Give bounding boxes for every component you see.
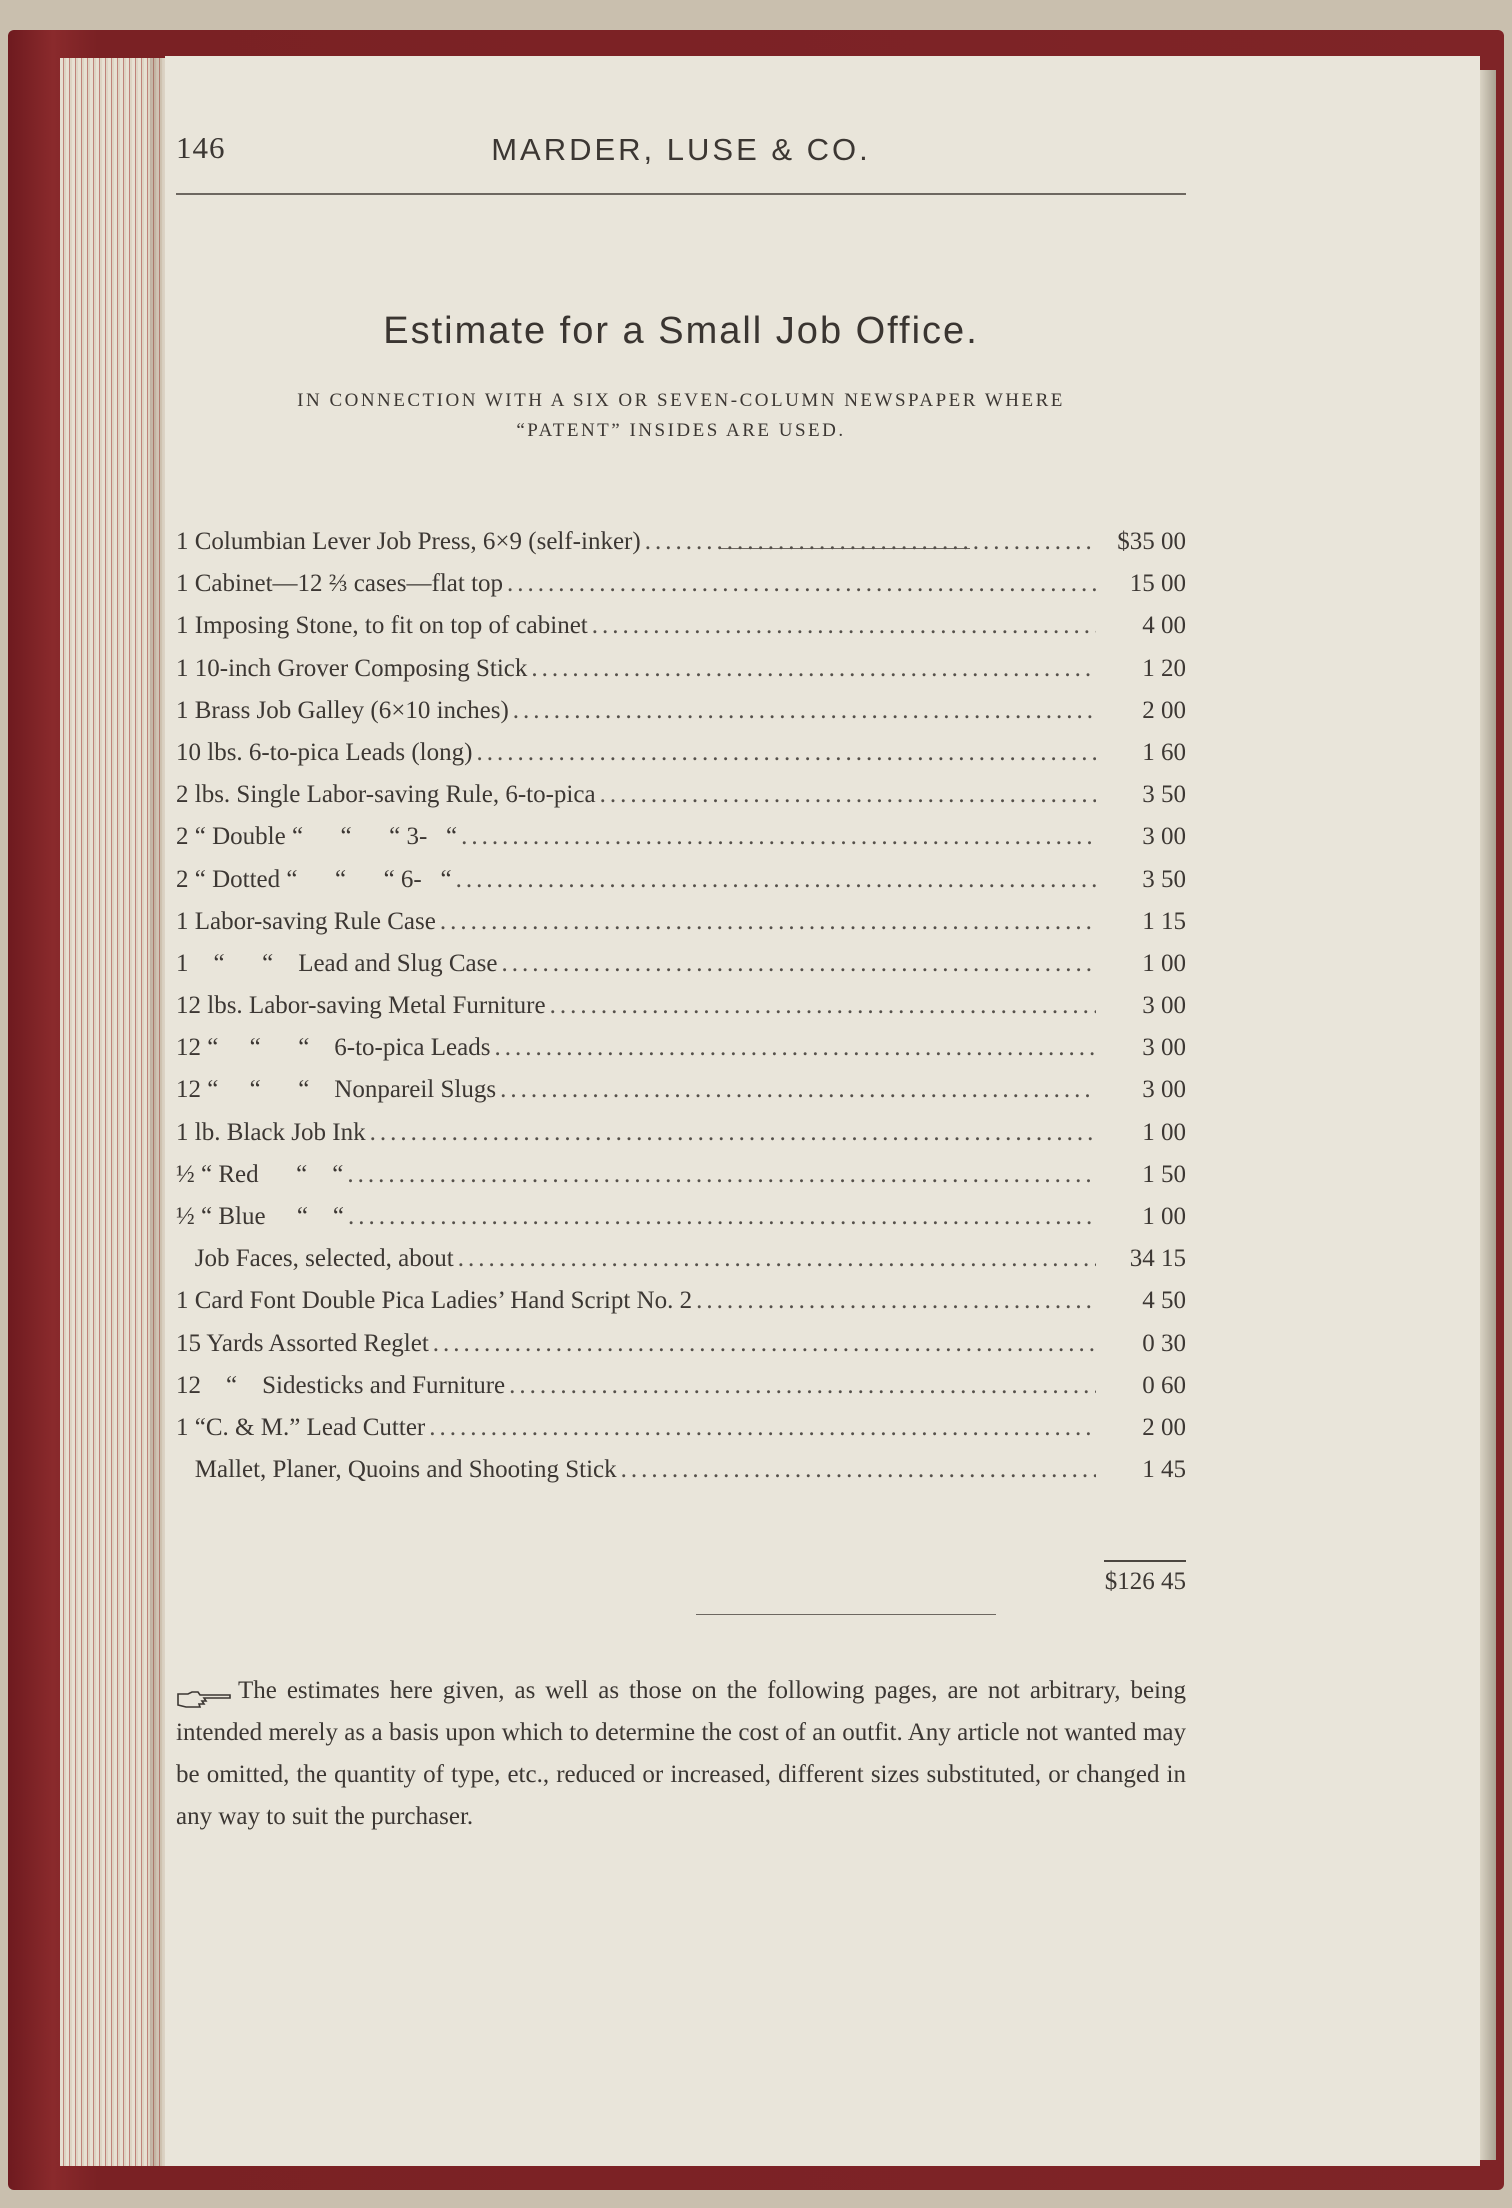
dot-leader [440, 908, 1096, 936]
item-description: 2 lbs. Single Labor-saving Rule, 6-to-pica [176, 781, 596, 809]
estimate-item [176, 655, 1186, 697]
dot-leader [456, 866, 1096, 894]
item-price: $35 00 [1117, 528, 1186, 555]
dot-leader [513, 697, 1096, 725]
sum-rule [1104, 1560, 1186, 1562]
dot-leader [500, 1076, 1096, 1104]
estimate-item [176, 697, 1186, 739]
estimate-item [176, 1372, 1186, 1414]
item-description: Job Faces, selected, about [176, 1245, 454, 1273]
item-description: 15 Yards Assorted Reglet [176, 1329, 429, 1357]
dot-leader [494, 1034, 1096, 1062]
item-price: 34 15 [1129, 1245, 1186, 1273]
subtitle-line-1: IN CONNECTION WITH A SIX OR SEVEN-COLUMN NEWSPAPER WHERE [297, 390, 1065, 411]
item-description: 12 “ Sidesticks and Furniture [176, 1371, 506, 1399]
item-description: 2 “ Dotted “ “ “ 6- “ [176, 865, 452, 893]
estimate-item [176, 1203, 1186, 1245]
item-price: 3 00 [1142, 1034, 1186, 1062]
item-description: ½ “ Blue “ “ [176, 1203, 345, 1230]
item-price: 1 00 [1142, 1203, 1186, 1230]
dot-leader [476, 739, 1096, 767]
closing-divider [696, 1614, 996, 1615]
item-price: 1 45 [1142, 1456, 1186, 1484]
running-head: MARDER, LUSE & CO. [491, 132, 871, 167]
estimate-list [176, 528, 1186, 1498]
estimate-item [176, 908, 1186, 950]
estimate-item [176, 1330, 1186, 1372]
estimate-item [176, 570, 1186, 612]
subtitle-line-2: “PATENT” INSIDES ARE USED. [516, 420, 846, 441]
item-price: 0 60 [1142, 1371, 1186, 1399]
item-description: 1 “C. & M.” Lead Cutter [176, 1413, 426, 1441]
item-price: 3 50 [1142, 781, 1186, 809]
estimate-item [176, 866, 1186, 908]
item-price: 2 00 [1142, 696, 1186, 724]
item-description: 1 Columbian Lever Job Press, 6×9 (self-inker) [176, 528, 641, 555]
page-title: Estimate for a Small Job Office. [383, 310, 979, 352]
dot-leader [531, 655, 1096, 683]
estimate-item [176, 823, 1186, 865]
estimate-item [176, 1076, 1186, 1118]
estimate-item [176, 1287, 1186, 1329]
estimate-item [176, 528, 1186, 570]
item-description: 12 “ “ “ Nonpareil Slugs [176, 1076, 497, 1104]
item-price: 15 00 [1129, 570, 1186, 598]
pointing-hand-icon [176, 1682, 234, 1702]
item-price: 1 20 [1142, 654, 1186, 682]
footnote [176, 1670, 1186, 1838]
estimate-item [176, 950, 1186, 992]
item-description: 12 lbs. Labor-saving Metal Furniture [176, 992, 546, 1020]
item-price: 4 00 [1142, 612, 1186, 640]
estimate-item [176, 781, 1186, 823]
header-rule [176, 193, 1186, 195]
dot-leader [645, 528, 1096, 556]
item-description: 1 Imposing Stone, to fit on top of cabinet [176, 612, 588, 640]
item-description: 12 “ “ “ 6-to-pica Leads [176, 1034, 491, 1062]
item-price: 4 50 [1142, 1287, 1186, 1315]
item-price: 1 00 [1142, 1118, 1186, 1146]
item-price: 2 00 [1142, 1413, 1186, 1441]
item-description: 1 10-inch Grover Composing Stick [176, 654, 528, 682]
estimate-item [176, 1414, 1186, 1456]
item-price: 1 00 [1142, 949, 1186, 977]
item-description: 10 lbs. 6-to-pica Leads (long) [176, 738, 473, 766]
dot-leader [600, 781, 1096, 809]
item-price: 1 50 [1142, 1160, 1186, 1188]
item-price: 0 30 [1142, 1329, 1186, 1357]
estimate-item [176, 612, 1186, 654]
item-description: ½ “ Red “ “ [176, 1160, 344, 1188]
dot-leader [550, 992, 1096, 1020]
estimate-item [176, 1034, 1186, 1076]
estimate-item [176, 992, 1186, 1034]
item-description: 1 “ “ Lead and Slug Case [176, 949, 498, 977]
item-price: 3 00 [1142, 823, 1186, 851]
dot-leader [507, 570, 1096, 598]
estimate-item [176, 739, 1186, 781]
estimate-item [176, 1245, 1186, 1287]
item-price: 3 50 [1142, 865, 1186, 893]
page-right-edge [1480, 70, 1496, 2160]
estimate-item [176, 1119, 1186, 1161]
dot-leader [509, 1372, 1096, 1400]
page-header [176, 130, 1186, 182]
item-description: 1 Labor-saving Rule Case [176, 907, 436, 935]
dot-leader [458, 1245, 1096, 1273]
item-price: 3 00 [1142, 1076, 1186, 1104]
item-description: 2 “ Double “ “ “ 3- “ [176, 823, 458, 851]
dot-leader [370, 1119, 1096, 1147]
item-description: 1 Cabinet—12 ⅔ cases—flat top [176, 570, 504, 598]
estimate-item [176, 1456, 1186, 1498]
item-price: 1 15 [1142, 907, 1186, 935]
dot-leader [433, 1330, 1096, 1358]
estimate-item [176, 1161, 1186, 1203]
item-price: 3 00 [1142, 992, 1186, 1020]
page-number: 146 [176, 130, 226, 165]
dot-leader [696, 1287, 1096, 1315]
item-price: 1 60 [1142, 738, 1186, 766]
dot-leader [461, 823, 1096, 851]
item-description: 1 lb. Black Job Ink [176, 1118, 366, 1146]
dot-leader [501, 950, 1096, 978]
dot-leader [429, 1414, 1096, 1442]
total-amount: $126 45 [1104, 1568, 1186, 1595]
item-description: 1 Card Font Double Pica Ladies’ Hand Script No. 2 [176, 1287, 693, 1315]
dot-leader [348, 1203, 1096, 1231]
dot-leader [347, 1161, 1096, 1189]
item-description: 1 Brass Job Galley (6×10 inches) [176, 696, 509, 724]
page-subtitle [176, 386, 1186, 446]
dot-leader [621, 1456, 1096, 1484]
item-description: Mallet, Planer, Quoins and Shooting Stick [176, 1456, 617, 1484]
dot-leader [592, 612, 1096, 640]
footnote-text: The estimates here given, as well as those on the following pages, are not arbitrary, being intended merely as a basis upon which to determine the cost of an outfit. Any article not wanted may be omitted, the quantity of type, etc., reduced or increased, different sizes substituted, or changed in any way to suit the purchaser. [176, 1677, 1186, 1830]
